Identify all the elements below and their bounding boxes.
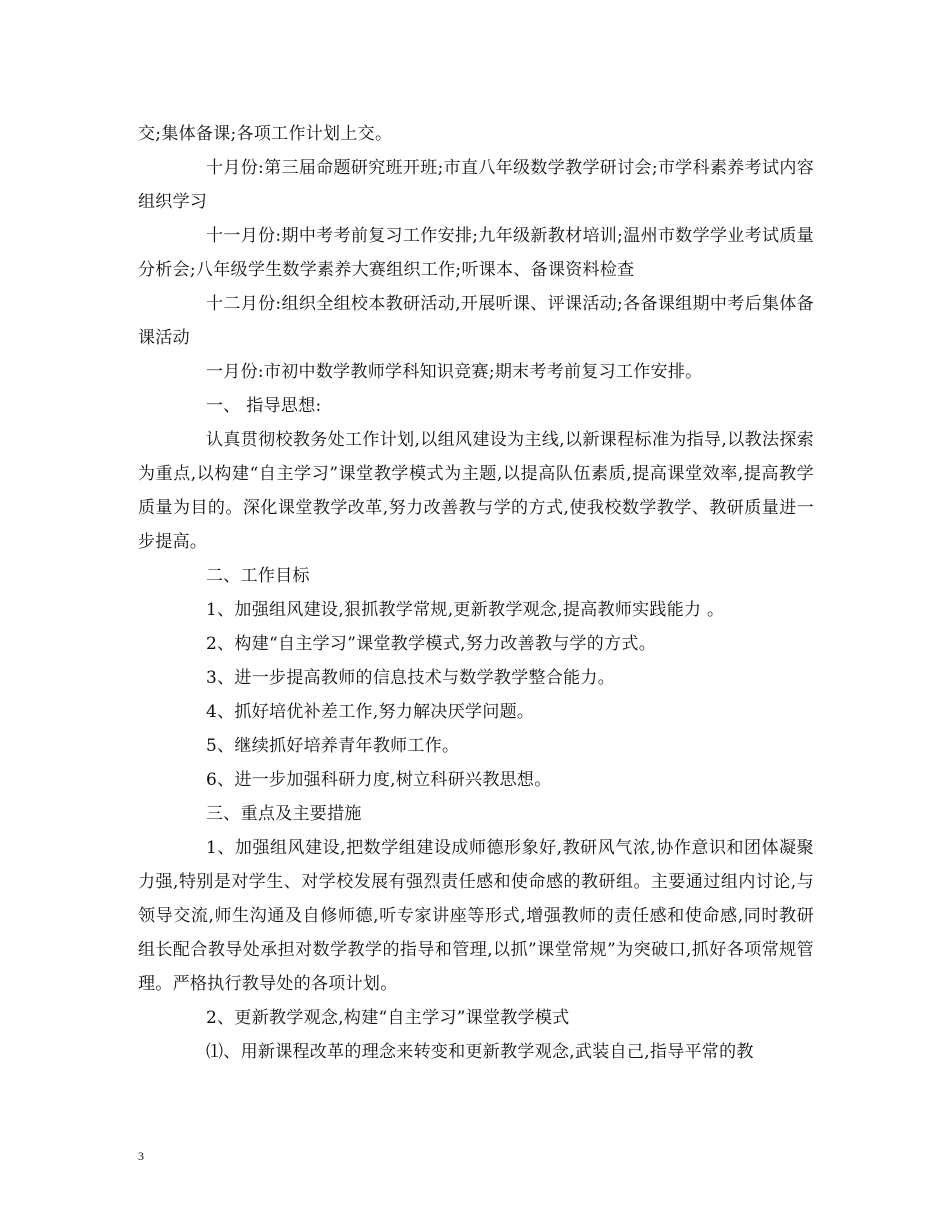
section-heading: 三、重点及主要措施 [206,804,362,824]
list-item: 4、抓好培优补差工作,努力解决厌学问题。 [206,702,535,722]
list-item: 2、构建“自主学习”课堂教学模式,努力改善教与学的方式。 [206,634,657,654]
paragraph: 十一月份:期中考考前复习工作安排;九年级新教材培训;温州市数学学业考试质量分析会;八年级学生数学素养大赛组织工作;听课本、备课资料检查 [138,226,814,280]
paragraph: 交;集体备课;各项工作计划上交。 [138,124,393,144]
paragraph: 十月份:第三届命题研究班开班;市直八年级数学教学研讨会;市学科素养考试内容组织学习 [138,158,814,212]
paragraph: 1、加强组风建设,把数学组建设成师德形象好,教研风气浓,协作意识和团体凝聚力强,特别是对学生、对学校发展有强烈责任感和使命感的教研组。主要通过组内讨论,与领导交流,师生沟通及自修师德,听专家讲座等形式,增强教师的责任感和使命感,同时教研组长配合教导处承担对数学教学的指导和管理,以抓”课堂常规”为突破口,抓好各项常规管理。严格执行教导处的各项计划。 [138,838,814,994]
paragraph: 十二月份:组织全组校本教研活动,开展听课、评课活动;各备课组期中考后集体备课活动 [138,294,814,348]
paragraph: 2、更新教学观念,构建“自主学习”课堂教学模式 [206,1008,570,1028]
list-item: 5、继续抓好培养青年教师工作。 [206,736,460,756]
page-number: 3 [138,1149,144,1163]
list-item: 3、进一步提高教师的信息技术与数学教学整合能力。 [206,668,616,688]
document-body [138,117,814,1069]
list-item: 1、加强组风建设,狠抓教学常规,更新教学观念,提高教师实践能力 。 [206,600,725,620]
paragraph: ⑴、用新课程改革的理念来转变和更新教学观念,武装自己,指导平常的教 [206,1042,754,1062]
paragraph: 一月份:市初中数学教师学科知识竞赛;期末考考前复习工作安排。 [206,362,703,382]
paragraph: 认真贯彻校教务处工作计划,以组风建设为主线,以新课程标准为指导,以教法探索为重点,以构建“自主学习”课堂教学模式为主题,以提高队伍素质,提高课堂效率,提高教学质量为目的。深化课堂教学改革,努力改善教与学的方式,使我校数学教学、教研质量进一步提高。 [138,430,814,552]
section-heading: 二、工作目标 [206,566,310,586]
list-item: 6、进一步加强科研力度,树立科研兴教思想。 [206,770,552,790]
section-heading: 一、 指导思想: [206,396,322,416]
